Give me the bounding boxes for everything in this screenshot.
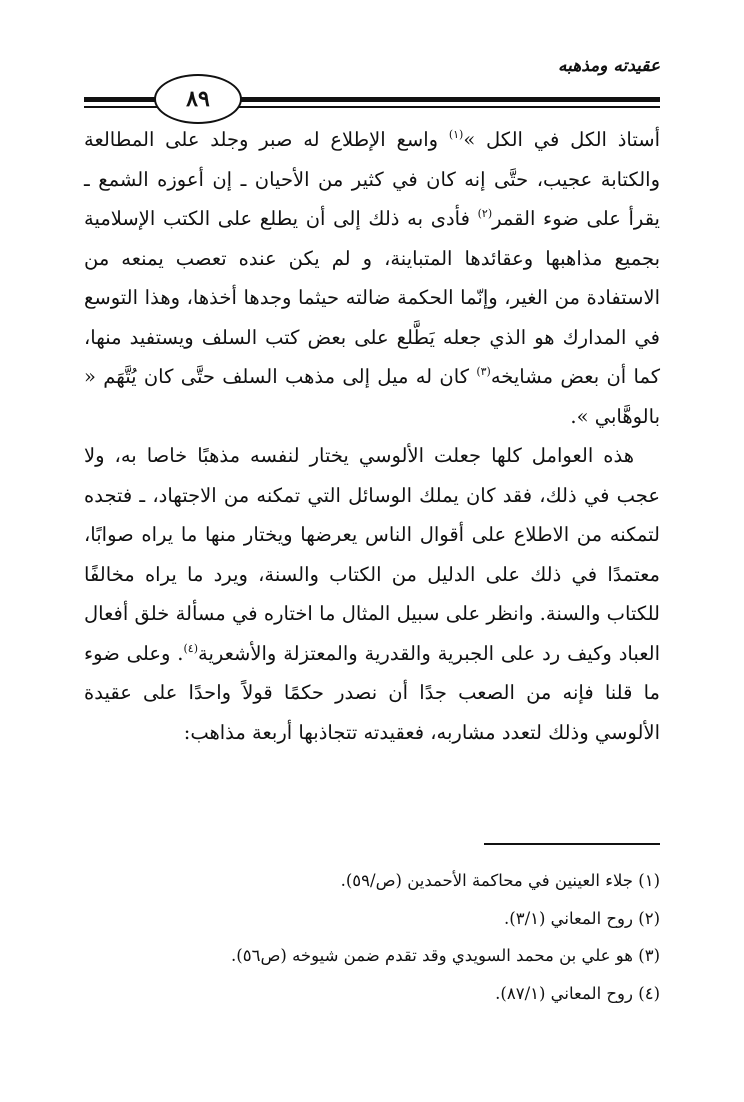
footnote-3: (٣) هو علي بن محمد السويدي وقد تقدم ضمن شيوخه (ص٥٦).	[231, 946, 660, 965]
footnote-separator	[484, 843, 660, 845]
footnote-ref-2: (٢)	[477, 207, 493, 220]
paragraph-1-text-a: أستاذ الكل في الكل »	[463, 128, 661, 151]
paragraph-2	[84, 436, 660, 752]
paragraph-1	[84, 120, 660, 436]
paragraph-2-text-b: . وعلى ضوء ما قلنا فإنه من الصعب جدًا أن نصدر حكمًا قولاً واحدًا على عقيدة الألوسي وذلك لتعدد مشاربه، فعقيدته تتجاذبها أربعة مذاهب:	[84, 641, 660, 744]
running-title: عقيدته ومذهبه	[557, 56, 660, 76]
paragraph-1-text-c: فأدى به ذلك إلى أن يطلع على الكتب الإسلامية بجميع مذاهبها وعقائدها المتباينة، و لم يكن عنده تعصب يمنعه من الاستفادة من الغير، وإنّما الحكمة ضالته حيثما وجدها أخذها، وهذا التوسع في المدارك هو الذي جعله يَطَّلع على بعض كتب السلف ويستفيد منها، كما أن بعض مشايخه	[84, 207, 660, 388]
footnote-ref-3: (٣)	[476, 365, 491, 378]
footnotes	[84, 862, 660, 1012]
footnote-ref-1: (١)	[448, 128, 464, 141]
footnote-ref-4: (٤)	[183, 641, 198, 655]
paragraph-1-text-b: واسع الإطلاع له صبر وجلد على المطالعة والكتابة عجيب، حتَّى إنه كان في كثير من الأحيان ـ إن أعوزه الشمع ـ يقرأ على ضوء القمر	[84, 128, 660, 230]
paragraph-1-text-d: كان له ميل إلى مذهب السلف حتَّى كان يُتَّهَم « بالوهَّابي ».	[84, 365, 660, 428]
footnote-2: (٢) روح المعاني (٣/١).	[504, 908, 660, 928]
paragraph-2-text-a: هذه العوامل كلها جعلت الألوسي يختار لنفسه مذهبًا خاصا به، ولا عجب في ذلك، فقد كان يملك الوسائل التي تمكنه من الاجتهاد، ـ فتجده لتمكنه من الاطلاع على أقوال الناس يعرضها ويختار منها ما يراه صوابًا، معتمدًا في ذلك على الدليل من الكتاب والسنة، ويرد ما يراه مخالفًا للكتاب والسنة. وانظر على سبيل المثال ما اختاره في مسألة خلق أفعال العباد وكيف رد على الجبرية والقدرية والمعتزلة والأشعرية	[84, 444, 660, 665]
footnote-1: (١) جلاء العينين في محاكمة الأحمدين (ص/٥٩).	[340, 871, 660, 890]
main-text	[84, 120, 660, 752]
page-number: ٨٩	[154, 74, 242, 124]
footnote-4: (٤) روح المعاني (٨٧/١).	[495, 983, 660, 1003]
